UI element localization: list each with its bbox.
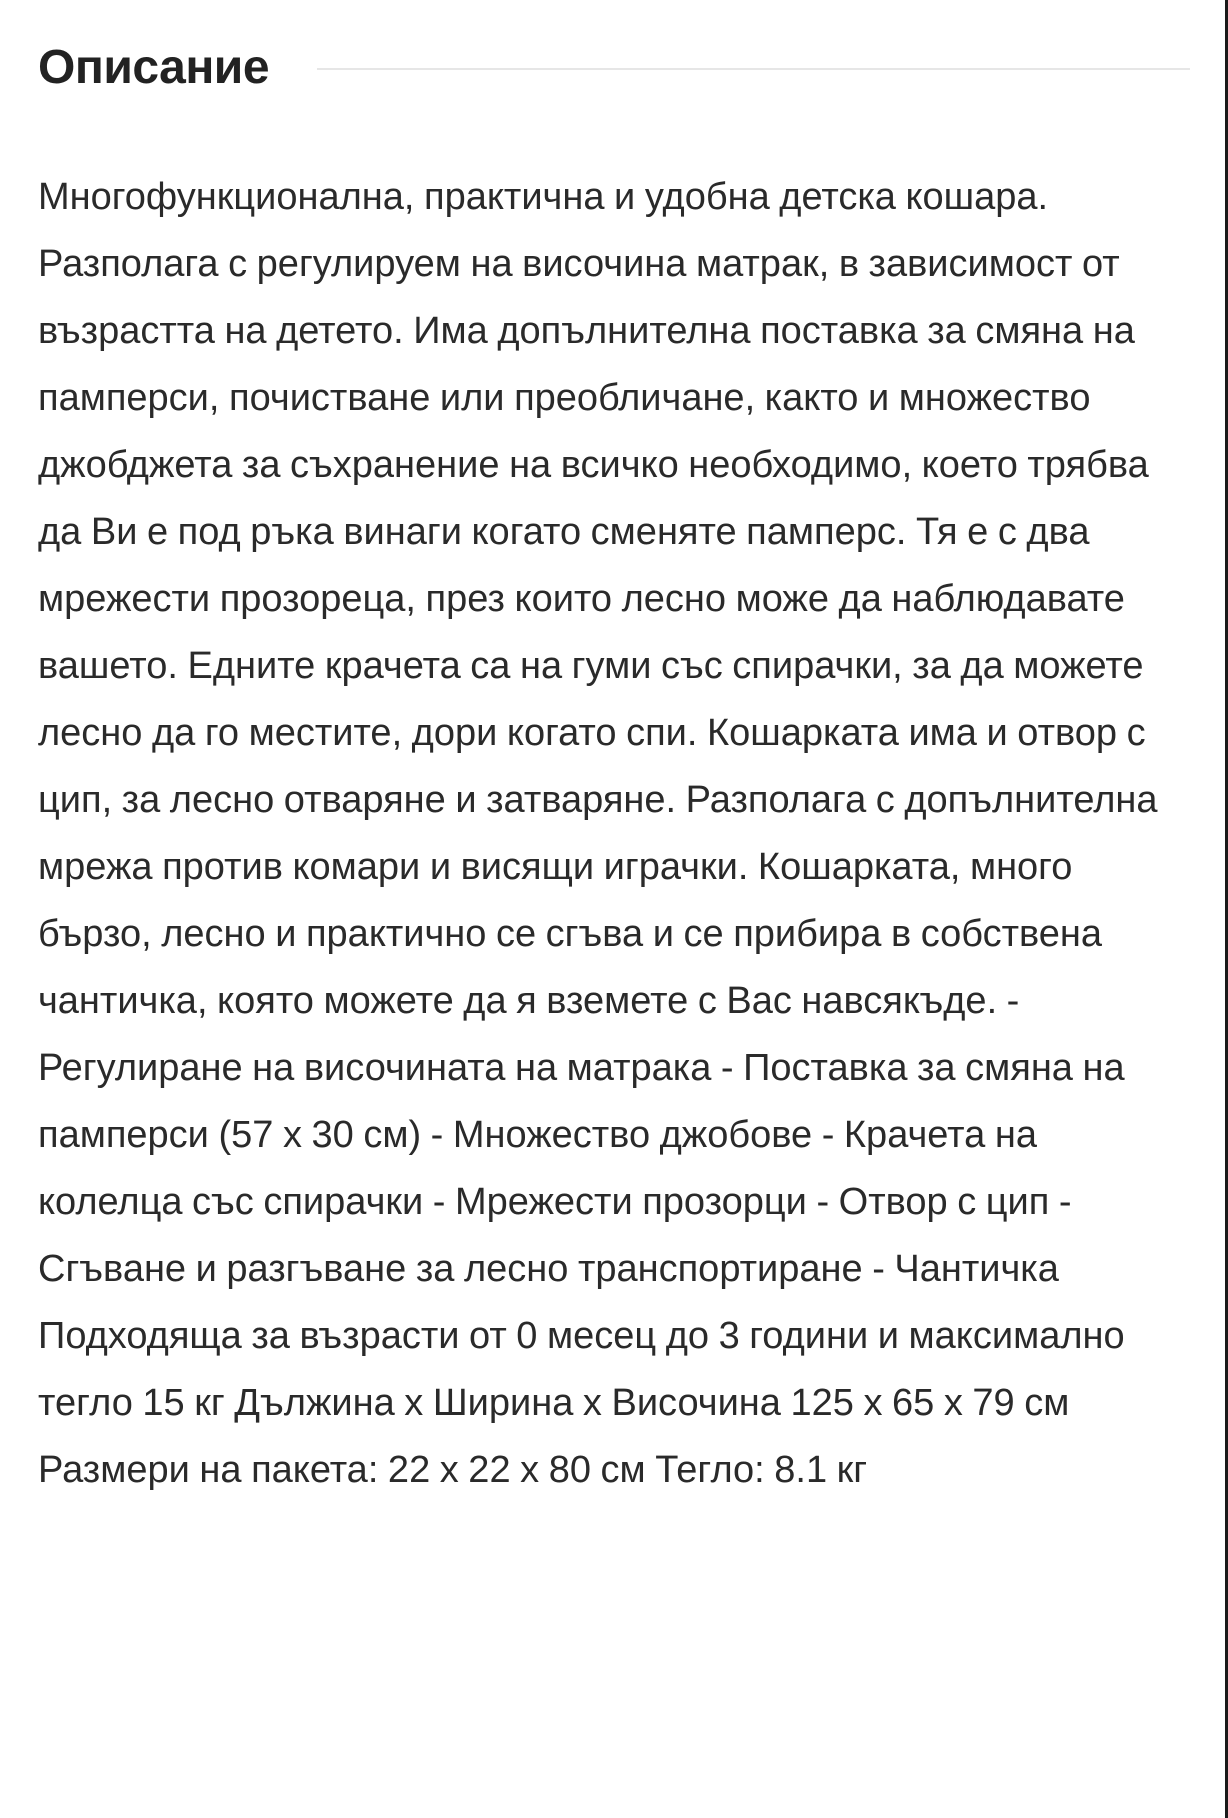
description-section — [38, 0, 1190, 1504]
section-header — [38, 0, 1190, 134]
section-title: Описание — [38, 40, 270, 94]
description-text: Многофункционална, практична и удобна детска кошара. Разполага с регулируем на височина матрак, в зависимост от възрастта на детето. Има допълнителна поставка за смяна на памперси, почистване или преобличане, както и множество джобджета за съхранение на всичко необходимо, което трябва да Ви е под ръка винаги когато сменяте памперс. Тя е с два мрежести прозореца, през които лесно може да наблюдавате вашето. Едните крачета са на гуми със спирачки, за да можете лесно да го местите, дори когато спи. Кошарката има и отвор с цип, за лесно отваряне и затваряне. Разполага с допълнителна мрежа против комари и висящи играчки. Кошарката, много бързо, лесно и практично се сгъва и се прибира в собствена чантичка, която можете да я вземете с Вас навсякъде. - Регулиране на височината на матрака - Поставка за смяна на памперси (57 x 30 см) - Множество джобове - Крачета на колелца със спирачки - Мрежести прозорци - Отвор с цип - Сгъване и разгъване за лесно транспортиране - Чантичка Подходяща за възрасти от 0 месец до 3 години и максимално тегло 15 кг Дължина x Ширина x Височина 125 x 65 x 79 см Размери на пакета: 22 x 22 x 80 см Тегло: 8.1 кг — [38, 176, 1158, 1491]
section-divider — [317, 68, 1190, 70]
